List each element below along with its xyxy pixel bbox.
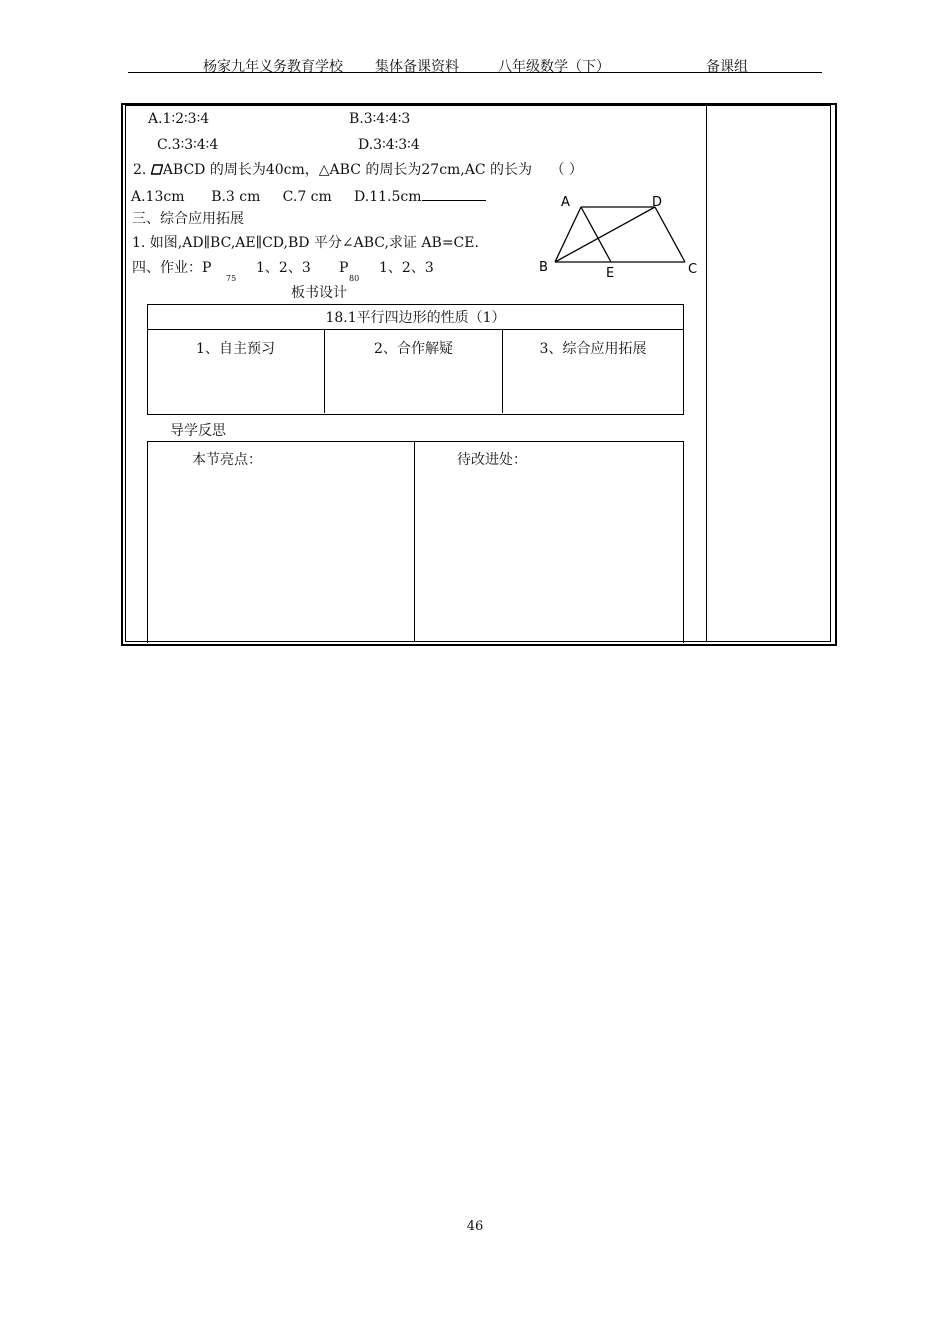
- header-school: 杨家九年义务教育学校: [203, 59, 343, 75]
- reflection-table: [147, 441, 684, 643]
- segment-bd: [555, 207, 655, 262]
- q2-options: A.13cm B.3 cm C.7 cm D.11.5cm: [131, 189, 422, 205]
- q1-option-a: A.1∶2∶3∶4: [148, 111, 210, 127]
- reflection-improvements: 待改进处：: [457, 452, 527, 468]
- homework-label: 四、作业：P: [132, 260, 212, 276]
- board-title: 板书设计: [291, 285, 347, 301]
- segment-ab: [555, 207, 581, 262]
- q2-text: ABCD 的周长为40cm，△ABC 的周长为27cm,AC 的长为: [162, 162, 533, 178]
- q1-option-b: B.3∶4∶4∶3: [349, 111, 411, 127]
- segment-ae: [581, 207, 611, 262]
- answer-blank: [422, 186, 486, 201]
- homework-sub-1: 75: [226, 274, 237, 283]
- homework-items-1: 1、2、3: [256, 260, 311, 276]
- q2-paren: （ ）: [550, 162, 583, 178]
- header-grade: 八年级数学（下）: [498, 59, 610, 75]
- board-row-divider: [147, 329, 683, 330]
- label-d: D: [652, 195, 663, 210]
- reflection-title: 导学反思: [170, 423, 226, 439]
- problem-1: 1. 如图,AD∥BC,AE∥CD,BD 平分∠ABC,求证 AB=CE.: [132, 235, 479, 251]
- q2-options-line: [131, 186, 486, 206]
- label-e: E: [606, 266, 615, 281]
- segment-dc: [655, 207, 685, 262]
- board-heading: 18.1平行四边形的性质（1）: [325, 310, 506, 326]
- homework-p2: P: [339, 260, 349, 276]
- q1-option-c: C.3∶3∶4∶4: [157, 137, 219, 153]
- board-col-2: 2、合作解疑: [374, 341, 453, 357]
- header-rule: [128, 72, 822, 73]
- header-material: 集体备课资料: [375, 59, 459, 75]
- geometry-figure: [535, 190, 705, 282]
- q2-number: 2.: [133, 162, 147, 178]
- label-a: A: [561, 195, 570, 210]
- q1-option-d: D.3∶4∶3∶4: [358, 137, 420, 153]
- reflection-highlights: 本节亮点：: [192, 452, 262, 468]
- q2-line: [133, 161, 583, 179]
- homework-sub-2: 80: [349, 274, 360, 283]
- page-number: 46: [466, 1219, 484, 1234]
- reflection-col-divider: [414, 441, 415, 642]
- label-b: B: [539, 260, 548, 275]
- homework-items-2: 1、2、3: [379, 260, 434, 276]
- board-col-3: 3、综合应用拓展: [539, 341, 647, 357]
- header-group: 备课组: [706, 59, 748, 75]
- parallelogram-icon: [151, 164, 163, 175]
- section3-title: 三、综合应用拓展: [132, 211, 244, 227]
- board-col-1: 1、自主预习: [196, 341, 275, 357]
- notes-column-divider: [706, 104, 707, 642]
- label-c: C: [688, 262, 698, 277]
